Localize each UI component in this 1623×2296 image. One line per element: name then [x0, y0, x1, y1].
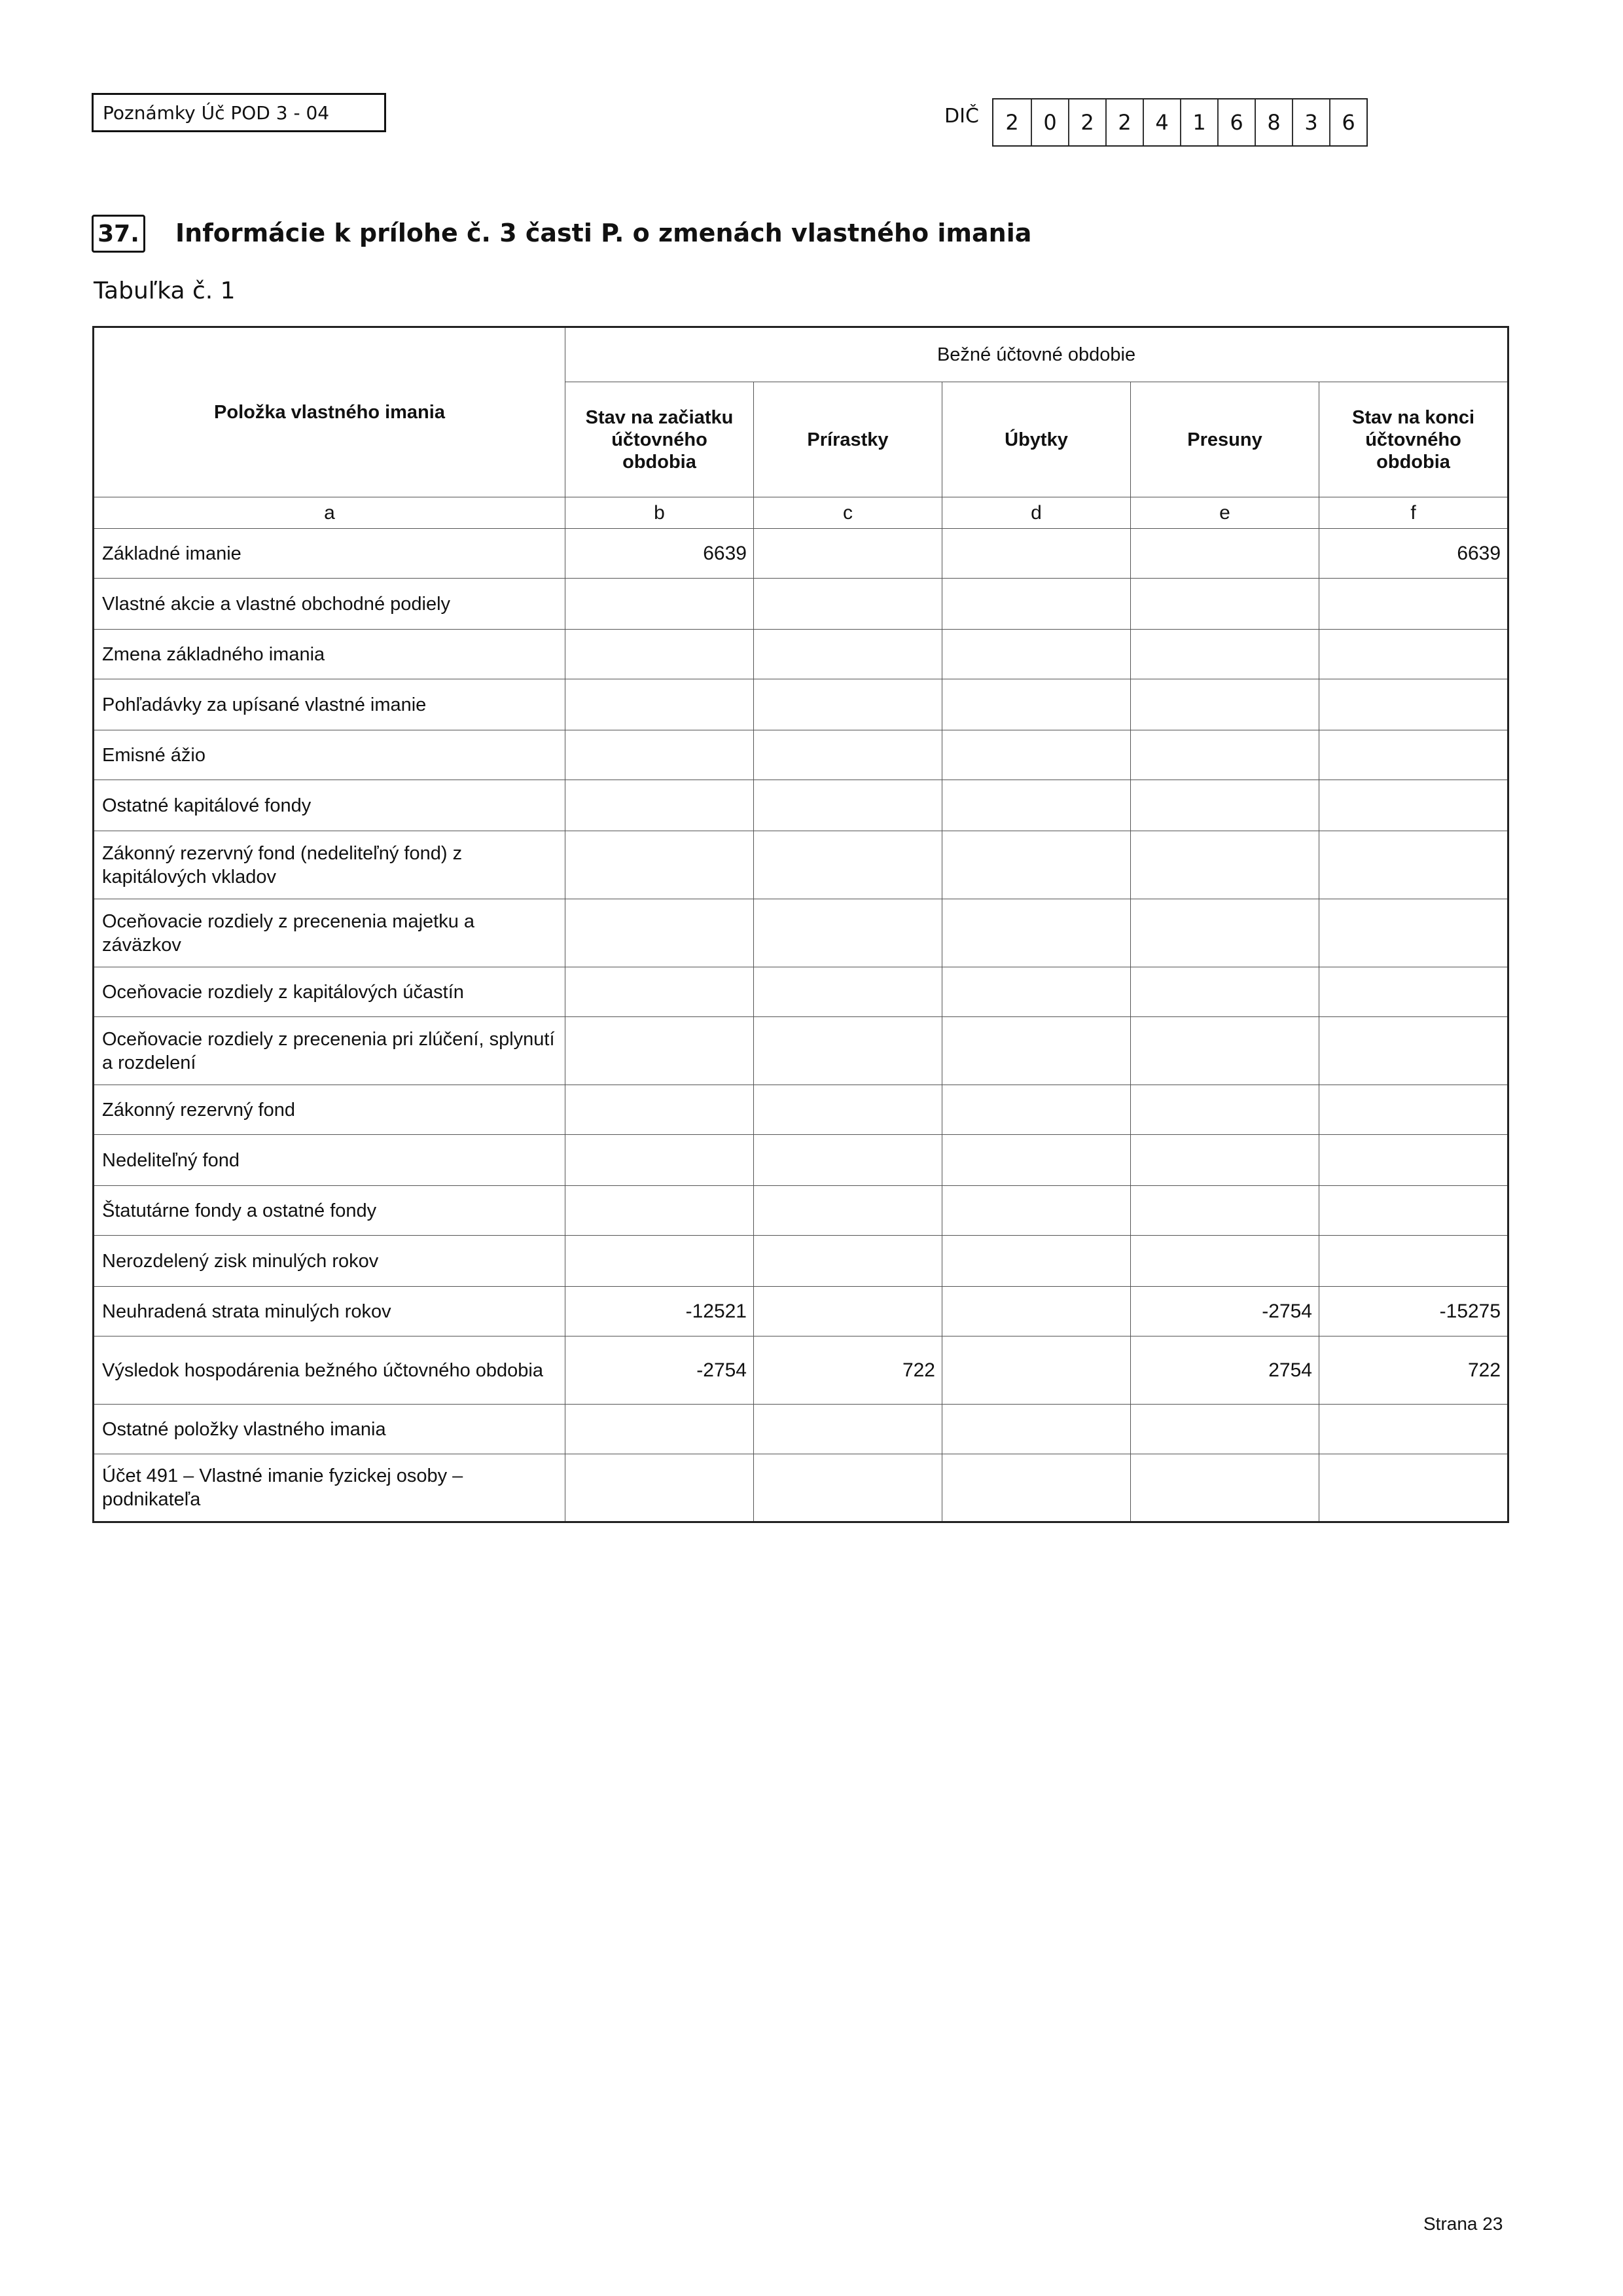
cell-value	[942, 1085, 1131, 1135]
section-title: Informácie k prílohe č. 3 časti P. o zmenách vlastného imania	[175, 219, 1032, 247]
cell-value	[1319, 579, 1508, 630]
cell-value	[754, 679, 942, 730]
dic-digit: 4	[1143, 99, 1180, 145]
cell-value	[942, 1287, 1131, 1336]
cell-value	[942, 1405, 1131, 1454]
cell-value	[565, 1017, 754, 1085]
cell-value	[754, 1236, 942, 1287]
cell-value	[754, 1405, 942, 1454]
cell-value	[565, 967, 754, 1017]
cell-value: 6639	[565, 529, 754, 579]
table-row	[94, 1236, 1508, 1287]
cell-value	[1131, 1135, 1319, 1186]
dic-label: DIČ	[944, 105, 979, 128]
column-header-transfers: Presuny	[1131, 382, 1319, 497]
table-row	[94, 1454, 1508, 1522]
cell-value	[942, 679, 1131, 730]
cell-value	[1319, 1186, 1508, 1236]
table-label: Tabuľka č. 1	[94, 278, 236, 304]
row-label: Nedeliteľný fond	[94, 1135, 565, 1186]
cell-value	[1131, 679, 1319, 730]
cell-value	[754, 579, 942, 630]
table-row	[94, 1135, 1508, 1186]
cell-value	[1131, 1454, 1319, 1522]
cell-value: 722	[754, 1336, 942, 1405]
dic-digit: 8	[1255, 99, 1292, 145]
cell-value	[565, 630, 754, 679]
cell-value	[1131, 780, 1319, 831]
cell-value	[942, 899, 1131, 967]
dic-boxes	[992, 98, 1368, 147]
table-row	[94, 831, 1508, 899]
cell-value	[565, 831, 754, 899]
row-label: Zákonný rezervný fond	[94, 1085, 565, 1135]
dic-digit: 2	[1105, 99, 1143, 145]
row-label: Výsledok hospodárenia bežného účtovného obdobia	[94, 1336, 565, 1405]
column-letter: f	[1319, 497, 1508, 529]
cell-value	[1319, 1085, 1508, 1135]
column-letter: c	[754, 497, 942, 529]
form-id-box: Poznámky Úč POD 3 - 04	[92, 93, 386, 132]
cell-value: 6639	[1319, 529, 1508, 579]
cell-value	[1131, 630, 1319, 679]
cell-value	[565, 899, 754, 967]
cell-value	[1131, 1186, 1319, 1236]
cell-value	[1319, 899, 1508, 967]
cell-value	[1131, 730, 1319, 780]
row-label: Oceňovacie rozdiely z precenenia majetku a záväzkov	[94, 899, 565, 967]
cell-value	[565, 1454, 754, 1522]
cell-value	[565, 730, 754, 780]
row-label: Ostatné položky vlastného imania	[94, 1405, 565, 1454]
table-row	[94, 967, 1508, 1017]
table-row	[94, 730, 1508, 780]
cell-value	[1319, 967, 1508, 1017]
table-row	[94, 1186, 1508, 1236]
column-letter: b	[565, 497, 754, 529]
cell-value	[942, 1186, 1131, 1236]
cell-value	[1319, 1405, 1508, 1454]
table-row	[94, 1017, 1508, 1085]
cell-value	[754, 1287, 942, 1336]
cell-value	[942, 1236, 1131, 1287]
cell-value	[565, 780, 754, 831]
cell-value	[754, 967, 942, 1017]
cell-value	[1131, 831, 1319, 899]
column-header-additions: Prírastky	[754, 382, 942, 497]
table-row	[94, 579, 1508, 630]
cell-value	[942, 730, 1131, 780]
cell-value	[942, 630, 1131, 679]
cell-value	[1131, 1017, 1319, 1085]
cell-value	[1319, 679, 1508, 730]
row-label: Oceňovacie rozdiely z kapitálových účastín	[94, 967, 565, 1017]
column-header-decreases: Úbytky	[942, 382, 1131, 497]
cell-value	[754, 1085, 942, 1135]
cell-value: -2754	[565, 1336, 754, 1405]
table-row	[94, 630, 1508, 679]
table-row	[94, 679, 1508, 730]
row-label: Štatutárne fondy a ostatné fondy	[94, 1186, 565, 1236]
cell-value	[754, 1017, 942, 1085]
table-row	[94, 1405, 1508, 1454]
column-letter: d	[942, 497, 1131, 529]
cell-value	[1319, 831, 1508, 899]
column-header-opening: Stav na začiatku účtovného obdobia	[565, 382, 754, 497]
table-row	[94, 780, 1508, 831]
cell-value	[1131, 899, 1319, 967]
cell-value	[565, 1085, 754, 1135]
cell-value	[754, 831, 942, 899]
cell-value: -15275	[1319, 1287, 1508, 1336]
dic-digit: 0	[1031, 99, 1068, 145]
dic-digit: 6	[1329, 99, 1366, 145]
cell-value	[754, 730, 942, 780]
cell-value	[565, 1135, 754, 1186]
row-label: Neuhradená strata minulých rokov	[94, 1287, 565, 1336]
cell-value	[754, 630, 942, 679]
cell-value	[565, 1186, 754, 1236]
dic-digit: 6	[1217, 99, 1255, 145]
column-letter: a	[94, 497, 565, 529]
cell-value	[942, 529, 1131, 579]
cell-value	[754, 899, 942, 967]
cell-value	[1319, 630, 1508, 679]
cell-value	[942, 1135, 1131, 1186]
cell-value	[754, 529, 942, 579]
dic-digit: 2	[1005, 110, 1019, 135]
row-label: Emisné ážio	[94, 730, 565, 780]
table-row	[94, 899, 1508, 967]
row-label: Vlastné akcie a vlastné obchodné podiely	[94, 579, 565, 630]
table-row	[94, 529, 1508, 579]
cell-value	[754, 780, 942, 831]
cell-value	[1131, 1405, 1319, 1454]
row-label: Účet 491 – Vlastné imanie fyzickej osoby – podnikateľa	[94, 1454, 565, 1522]
table-row	[94, 1085, 1508, 1135]
row-label: Pohľadávky za upísané vlastné imanie	[94, 679, 565, 730]
current-period-header: Bežné účtovné obdobie	[565, 327, 1508, 382]
cell-value	[565, 679, 754, 730]
cell-value	[1319, 1454, 1508, 1522]
cell-value	[1131, 529, 1319, 579]
cell-value: -2754	[1131, 1287, 1319, 1336]
cell-value	[1131, 1085, 1319, 1135]
dic-digit: 2	[1068, 99, 1105, 145]
cell-value	[565, 1236, 754, 1287]
cell-value	[565, 579, 754, 630]
dic-digit: 1	[1180, 99, 1217, 145]
item-column-header: Položka vlastného imania	[94, 327, 565, 497]
row-label: Zákonný rezervný fond (nedeliteľný fond) z kapitálových vkladov	[94, 831, 565, 899]
cell-value: 722	[1319, 1336, 1508, 1405]
cell-value	[1131, 967, 1319, 1017]
row-label: Základné imanie	[94, 529, 565, 579]
cell-value	[754, 1135, 942, 1186]
cell-value	[754, 1186, 942, 1236]
cell-value	[1131, 579, 1319, 630]
equity-changes-table	[92, 326, 1509, 1523]
table-row	[94, 1287, 1508, 1336]
row-label: Nerozdelený zisk minulých rokov	[94, 1236, 565, 1287]
section-number: 37.	[92, 215, 145, 253]
row-label: Zmena základného imania	[94, 630, 565, 679]
cell-value	[942, 1017, 1131, 1085]
cell-value	[1319, 780, 1508, 831]
cell-value: 2754	[1131, 1336, 1319, 1405]
cell-value	[1319, 1135, 1508, 1186]
cell-value	[1319, 730, 1508, 780]
cell-value	[1131, 1236, 1319, 1287]
cell-value	[942, 1336, 1131, 1405]
cell-value: -12521	[565, 1287, 754, 1336]
cell-value	[942, 579, 1131, 630]
cell-value	[1319, 1236, 1508, 1287]
cell-value	[942, 967, 1131, 1017]
cell-value	[942, 1454, 1131, 1522]
cell-value	[942, 831, 1131, 899]
table-row	[94, 1336, 1508, 1405]
cell-value	[1319, 1017, 1508, 1085]
column-letter: e	[1131, 497, 1319, 529]
row-label: Oceňovacie rozdiely z precenenia pri zlúčení, splynutí a rozdelení	[94, 1017, 565, 1085]
dic-digit: 3	[1292, 99, 1329, 145]
column-header-closing: Stav na konci účtovného obdobia	[1319, 382, 1508, 497]
page-number: Strana 23	[1423, 2214, 1503, 2234]
row-label: Ostatné kapitálové fondy	[94, 780, 565, 831]
cell-value	[565, 1405, 754, 1454]
cell-value	[754, 1454, 942, 1522]
cell-value	[942, 780, 1131, 831]
